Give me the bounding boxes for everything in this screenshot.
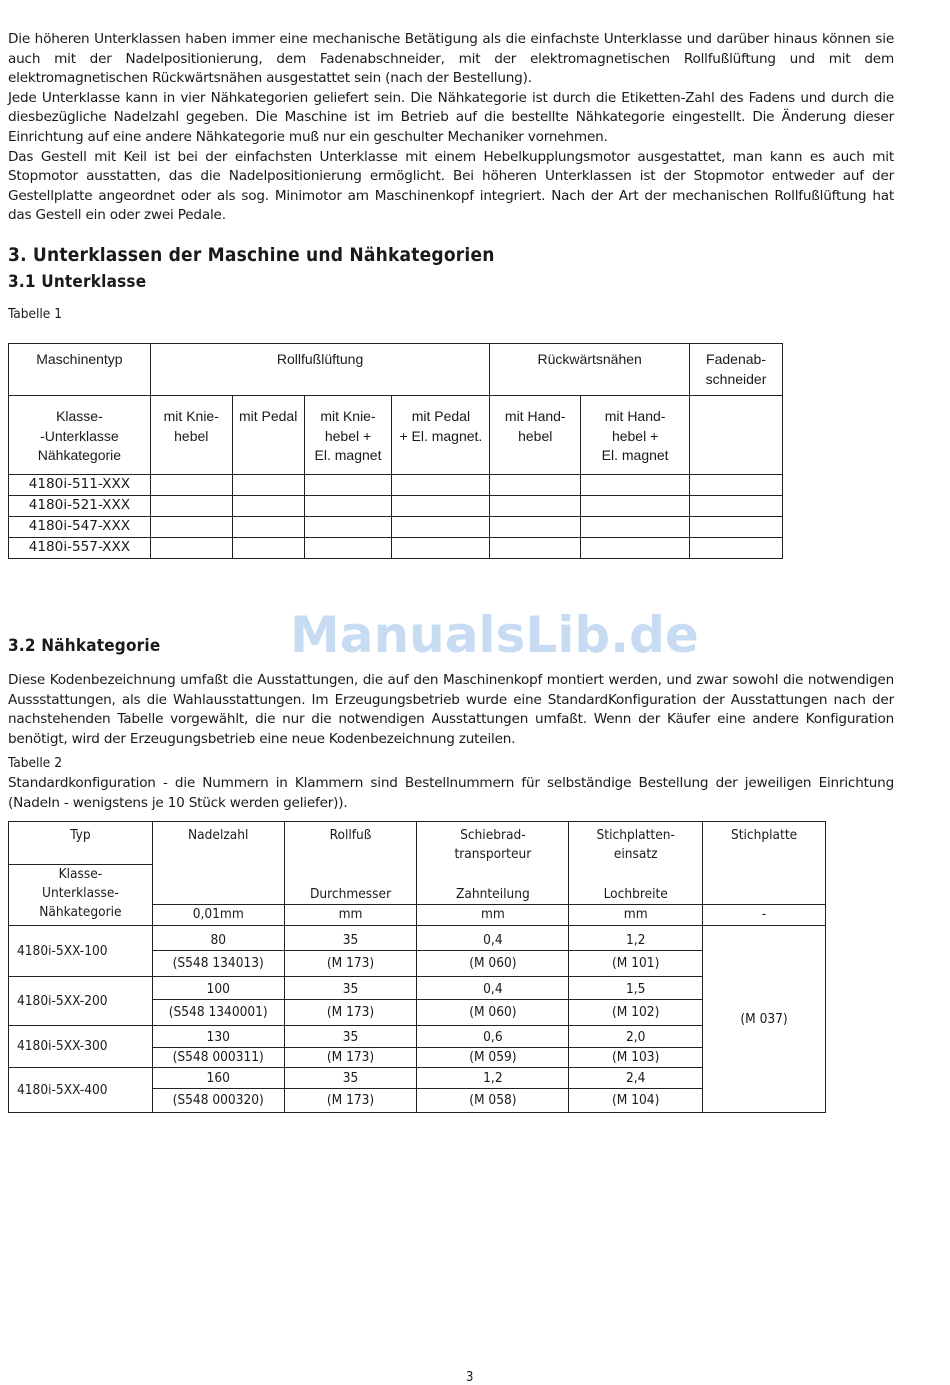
page-number: 3	[466, 1370, 474, 1385]
t1-row-type: 4180i-557-XXX	[9, 538, 151, 559]
t1-header-rollfusslueftung: Rollfußlüftung	[150, 344, 489, 396]
t2-unit-stichplatten: mm	[569, 905, 703, 926]
t2-cell-zahnteilung: 0,6	[417, 1026, 569, 1048]
t2-cell-lochbreite: 2,4	[569, 1068, 703, 1089]
t2-cell-order-stichplatten: (M 102)	[569, 1000, 703, 1026]
t2-cell-lochbreite: 1,5	[569, 977, 703, 1000]
table-row	[9, 926, 826, 951]
table-2-caption: Tabelle 2	[8, 755, 62, 771]
t2-header-klasse: Klasse- Unterklasse- Nähkategorie	[9, 865, 153, 926]
t2-unit-stichplatte: -	[703, 905, 826, 926]
table-2-note: Standardkonfiguration - die Nummern in Klammern sind Bestellnummern für selbständige Bestellung der jeweiligen Einrichtung (Nadeln - wenigstens je 10 Stück werden geliefer)).	[8, 775, 894, 811]
t2-row-typ: 4180i-5XX-200	[9, 977, 153, 1026]
t2-cell-lochbreite: 2,0	[569, 1026, 703, 1048]
watermark-logo: ManualsLib.de	[290, 606, 699, 664]
t2-cell-order-nadel: (S548 1340001)	[152, 1000, 284, 1026]
t2-cell-rollfuss: 35	[284, 977, 417, 1000]
section-3-heading: 3. Unterklassen der Maschine und Nähkategorien	[8, 244, 495, 266]
t2-header-stichplatte: Stichplatte	[703, 822, 826, 905]
t2-row-typ: 4180i-5XX-100	[9, 926, 153, 977]
t1-header-rueckwaertsnaehen: Rückwärtsnähen	[490, 344, 690, 396]
t2-cell-nadelzahl: 80	[152, 926, 284, 951]
t2-cell-order-rollfuss: (M 173)	[284, 1089, 417, 1113]
table-2	[8, 821, 826, 1113]
t2-cell-rollfuss: 35	[284, 926, 417, 951]
t2-cell-rollfuss: 35	[284, 1068, 417, 1089]
t2-header-schiebrad-sub: Zahnteilung	[456, 886, 530, 902]
t2-row-typ: 4180i-5XX-400	[9, 1068, 153, 1113]
t2-header-stichplatteneinsatz	[569, 822, 703, 905]
t2-cell-order-nadel: (S548 000311)	[152, 1048, 284, 1068]
t2-header-nadelzahl: Nadelzahl	[152, 822, 284, 905]
t1-header-pedal-el: mit Pedal + El. magnet.	[392, 396, 490, 475]
table-1	[8, 343, 783, 559]
intro-paragraph-3: Das Gestell mit Keil ist bei der einfachsten Unterklasse mit einem Hebelkupplungsmotor ausgestattet, man kann es auch mit Stopmotor ausstatten, das die Nadelpositionierung ermöglicht. Bei höheren Unterklassen ist der Stopmotor entweder auf der Gestellplatte angeordnet oder als sog. Minimotor am Maschinenkopf integriert. Nach der Art der mechanischen Rollfußlüftung hat das Gestell ein oder zwei Pedale.	[8, 148, 894, 224]
t2-unit-nadel: 0,01mm	[152, 905, 284, 926]
t2-header-schiebrad	[417, 822, 569, 905]
t2-header-rollfuss-sub: Durchmesser	[309, 886, 392, 902]
t2-cell-order-stichplatten: (M 101)	[569, 951, 703, 977]
t2-cell-zahnteilung: 0,4	[417, 977, 569, 1000]
t2-cell-order-schiebrad: (M 060)	[417, 951, 569, 977]
table-row	[9, 496, 783, 517]
t1-header-pedal: mit Pedal	[232, 396, 304, 475]
t2-unit-rollfuss: mm	[284, 905, 417, 926]
table-1-caption: Tabelle 1	[8, 306, 62, 322]
t2-cell-order-nadel: (S548 000320)	[152, 1089, 284, 1113]
t1-header-klasse: Klasse- -Unterklasse Nähkategorie	[9, 396, 151, 475]
t2-cell-order-schiebrad: (M 060)	[417, 1000, 569, 1026]
table-row	[9, 475, 783, 496]
t1-header-maschinentyp: Maschinentyp	[9, 344, 151, 396]
table-row	[9, 538, 783, 559]
table-row	[9, 517, 783, 538]
t2-header-schiebrad-label: Schiebrad- transporteur	[454, 827, 532, 862]
t2-cell-order-schiebrad: (M 059)	[417, 1048, 569, 1068]
t1-header-knie-el: mit Knie- hebel + El. magnet	[304, 396, 392, 475]
intro-paragraph-2: Jede Unterklasse kann in vier Nähkategorien geliefert sein. Die Nähkategorie ist durch die Etiketten-Zahl des Fadens und durch die diesbezügliche Nadelzahl gegeben. Die Maschine ist im Betrieb auf die bestellte Nähkategorie eingestellt. Die Änderung dieser Einrichtung auf eine andere Nähkategorie muß nur ein geschulter Mechaniker vornehmen.	[8, 89, 894, 145]
t2-cell-nadelzahl: 100	[152, 977, 284, 1000]
t1-row-type: 4180i-511-XXX	[9, 475, 151, 496]
t2-cell-order-stichplatten: (M 104)	[569, 1089, 703, 1113]
t2-cell-lochbreite: 1,2	[569, 926, 703, 951]
section-3-2-heading: 3.2 Nähkategorie	[8, 636, 161, 656]
t1-header-fadenabschneider: Fadenab- schneider	[690, 344, 783, 396]
t2-header-typ: Typ	[9, 822, 153, 865]
t2-cell-order-stichplatten: (M 103)	[569, 1048, 703, 1068]
t2-row-typ: 4180i-5XX-300	[9, 1026, 153, 1068]
t2-cell-zahnteilung: 1,2	[417, 1068, 569, 1089]
t2-cell-order-schiebrad: (M 058)	[417, 1089, 569, 1113]
t2-unit-schiebrad: mm	[417, 905, 569, 926]
t2-cell-order-rollfuss: (M 173)	[284, 1000, 417, 1026]
t2-cell-nadelzahl: 160	[152, 1068, 284, 1089]
t2-header-stichplatten-sub: Lochbreite	[603, 886, 668, 902]
section-3-1-heading: 3.1 Unterklasse	[8, 272, 147, 292]
t1-row-type: 4180i-547-XXX	[9, 517, 151, 538]
t2-header-rollfuss	[284, 822, 417, 905]
t2-cell-order-rollfuss: (M 173)	[284, 1048, 417, 1068]
t2-cell-stichplatte: (M 037)	[703, 926, 826, 1113]
t2-cell-order-rollfuss: (M 173)	[284, 951, 417, 977]
t1-header-knie: mit Knie- hebel	[150, 396, 232, 475]
t2-header-stichplatten-label: Stichplatten- einsatz	[596, 827, 675, 862]
t1-header-hand: mit Hand- hebel	[490, 396, 581, 475]
t2-cell-order-nadel: (S548 134013)	[152, 951, 284, 977]
t2-cell-nadelzahl: 130	[152, 1026, 284, 1048]
section-3-2-text: Diese Kodenbezeichnung umfaßt die Ausstattungen, die auf den Maschinenkopf montiert werden, und zwar sowohl die notwendigen Aussstattungen, als die Wahlausstattungen. Im Erzeugungsbetrieb wurde eine StandardKonfiguration der Ausstattungen nach der nachstehenden Tabelle vorgewählt, die nur die notwendigen Ausstattungen umfaßt. Wenn der Käufer eine andere Konfiguration benötigt, wird der Erzeugungsbetrieb eine neue Kodenbezeichnung zuteilen.	[8, 672, 894, 747]
t1-header-empty	[690, 396, 783, 475]
t2-header-rollfuss-label: Rollfuß	[329, 827, 372, 843]
t2-cell-zahnteilung: 0,4	[417, 926, 569, 951]
intro-paragraph-1: Die höheren Unterklassen haben immer eine mechanische Betätigung als die einfachste Unterklasse und darüber hinaus können sie auch mit der Nadelpositionierung, dem Fadenabschneider, mit der elektromagnetischen Rollfußlüftung und mit dem elektromagnetischen Rückwärtsnähen ausgestattet sein (nach der Bestellung).	[8, 31, 894, 87]
t1-row-type: 4180i-521-XXX	[9, 496, 151, 517]
t2-cell-rollfuss: 35	[284, 1026, 417, 1048]
intro-text	[8, 30, 894, 226]
t1-header-hand-el: mit Hand- hebel + El. magnet	[581, 396, 690, 475]
